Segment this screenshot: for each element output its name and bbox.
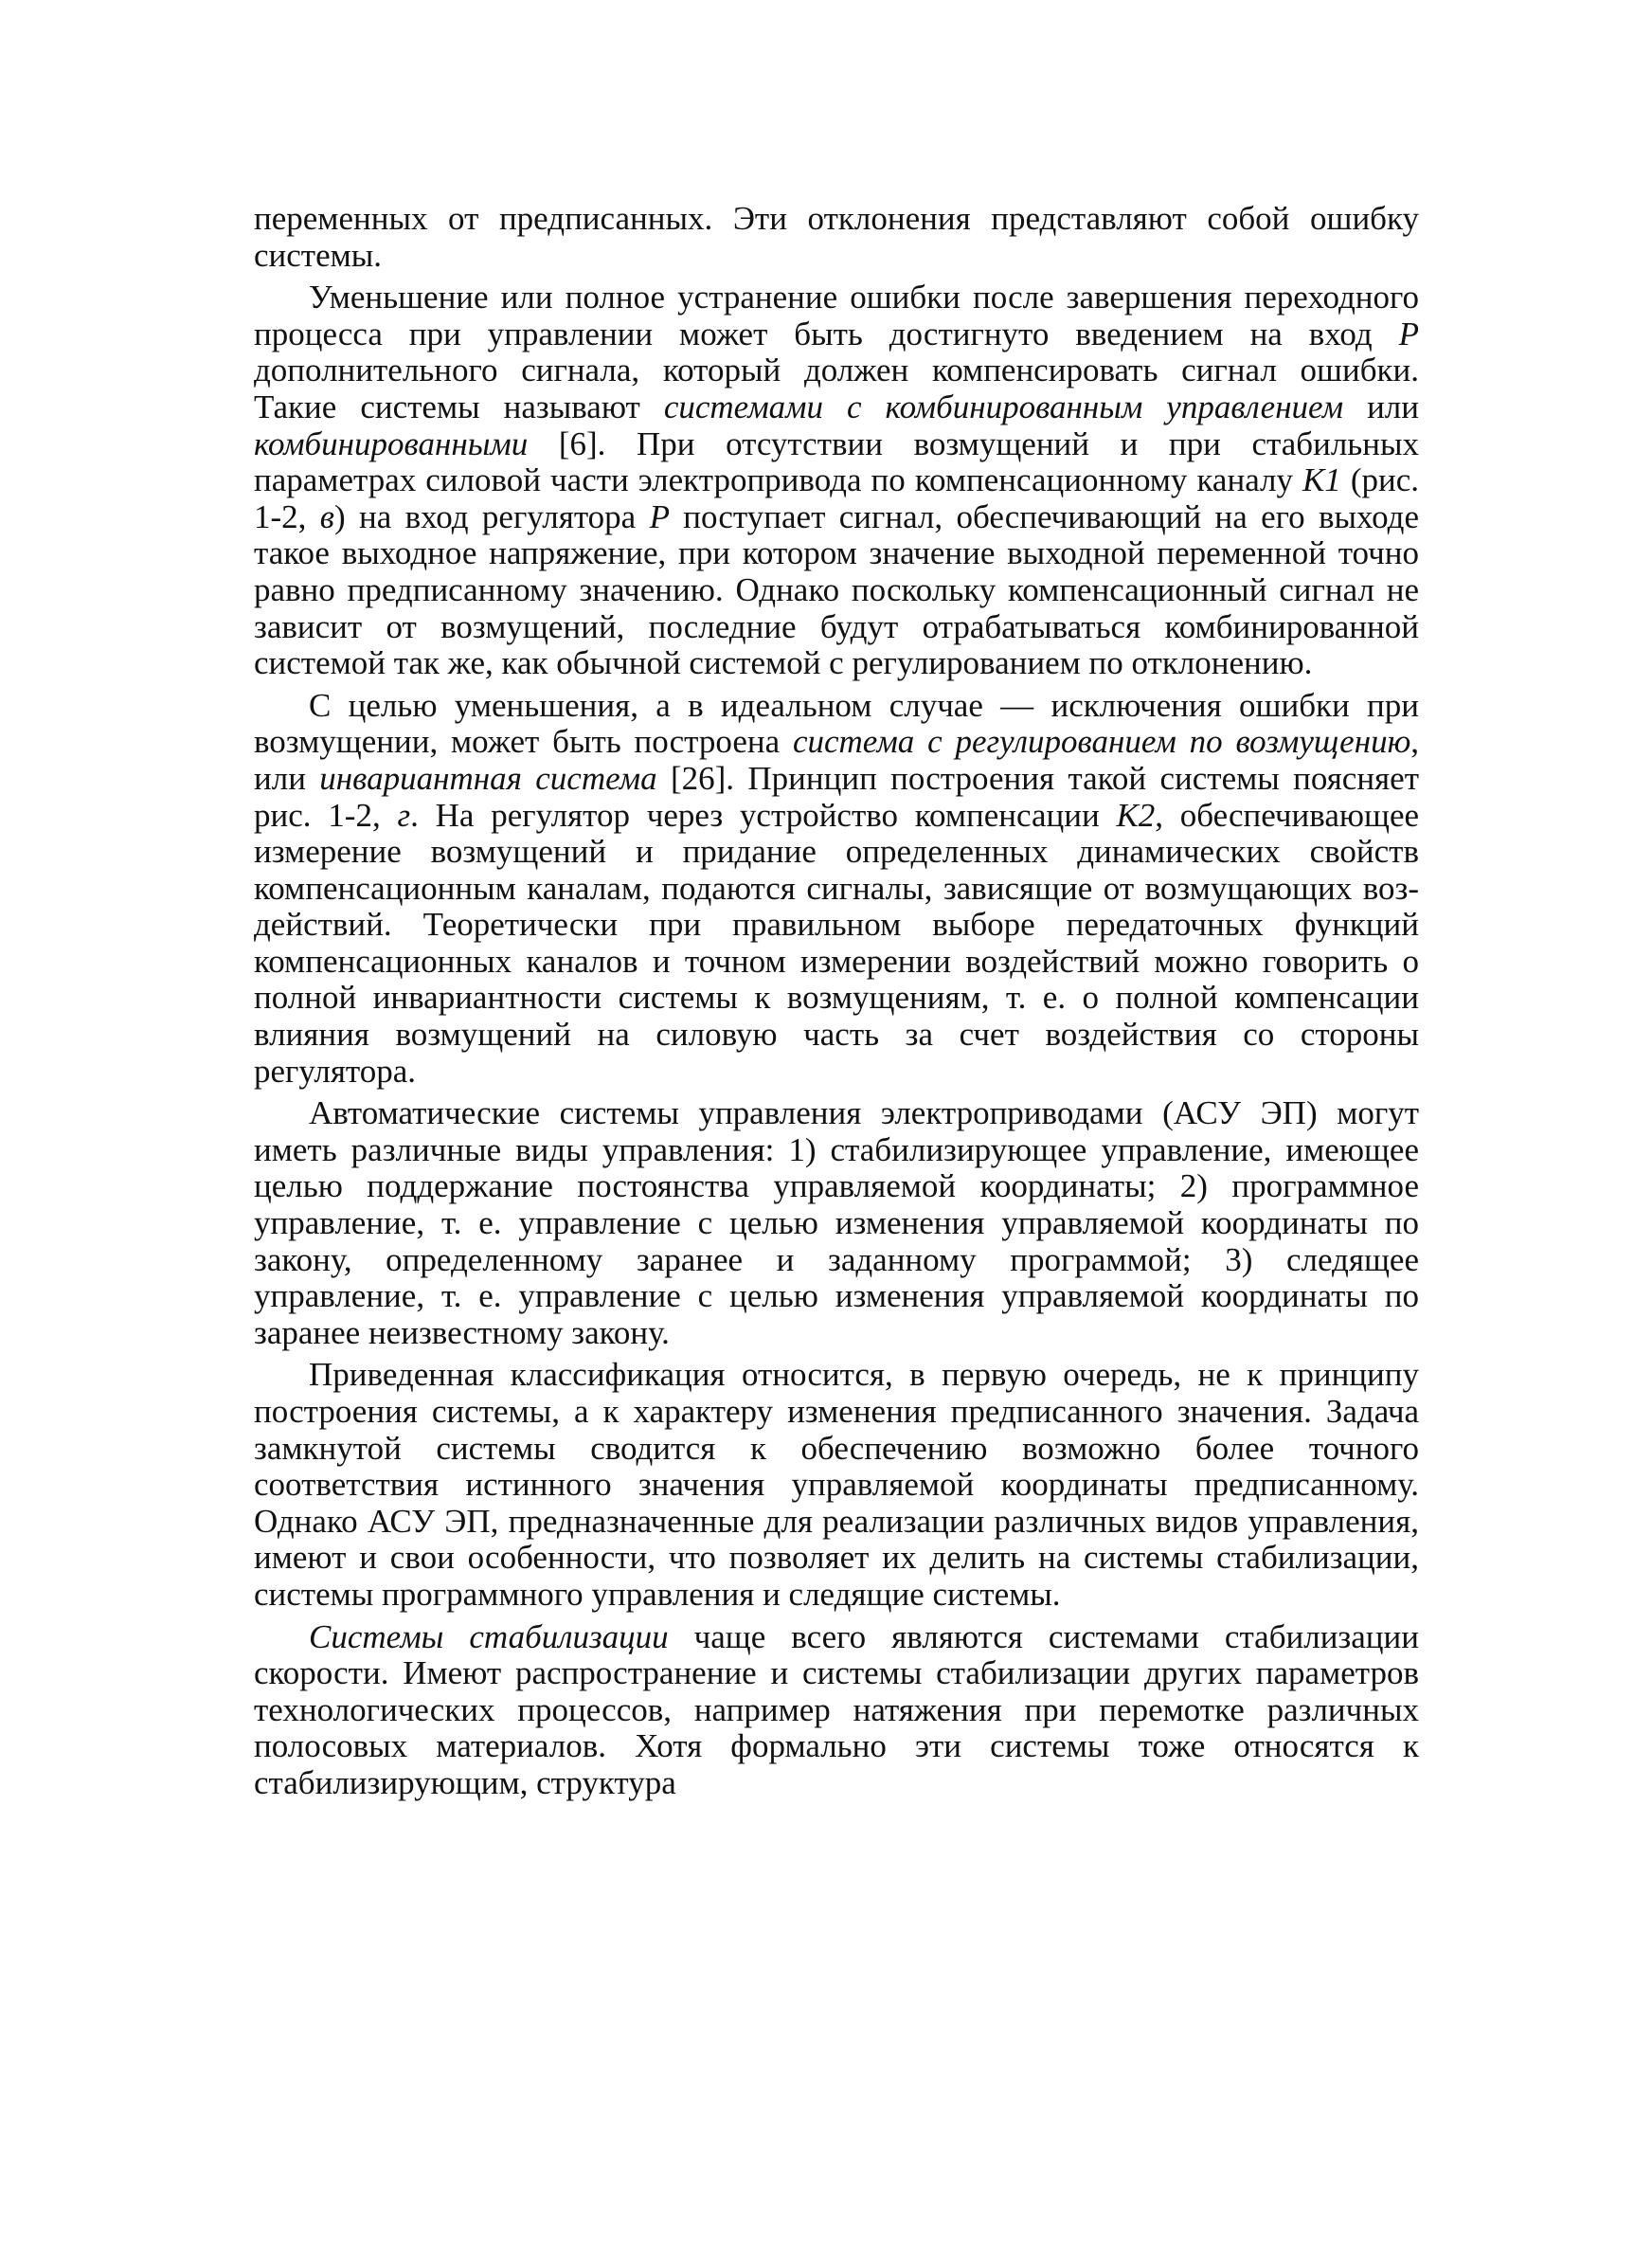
- text-run: , или: [254, 723, 1419, 797]
- text-run: , обеспечивающее измерение возмущений и придание определенных динамических свойств компенсационным каналам, подаются сигналы, зависящие от возмущающих воздействий. Теоретически при правильном выборе передаточных функций компенсационных каналов и точном измерении воздействий можно говорить о полной инвариантности системы к возмущениям, т. е. о полной компенсации влияния возмущений на силовую часть за счет воздействия со стороны регулятора.: [254, 796, 1420, 1090]
- page-text-body: [254, 201, 1419, 1802]
- italic-run: в: [319, 497, 334, 535]
- text-run: или: [1343, 388, 1419, 425]
- text-run: . На регулятор через устройство компенсации: [410, 796, 1117, 834]
- text-run: Уменьшение или полное устранение ошибки после завершения переходного процесса при управлении может быть достигнуто введением на вход: [254, 279, 1419, 352]
- italic-run: К2: [1116, 796, 1156, 834]
- text-run: поступает сигнал, обеспечивающий на его выходе такое выходное напряжение, при котором значение выходной переменной точно равно предписанному значению. Однако поскольку компенсационный сигнал не зависит от возмущений, последние будут отрабатываться комбинированной системой так же, как обычной системой с регулированием по отклонению.: [254, 497, 1420, 682]
- text-run: Приведенная классификация относится, в первую очередь, не к принципу построения системы, а к характеру изменения предписанного значения. Задача замкнутой системы сводится к обеспечению возможно более точного соответствия истинного значения управляемой координаты предписанному. Однако АСУ ЭП, предназначенные для реализации различных видов управления, имеют и свои особенности, что позволяет их делить на системы стабилизации, системы программного управления и следящие системы.: [254, 1356, 1419, 1613]
- text-run: С целью уменьшения, а в идеальном случае — исключения ошибки при возмущении, может быть построена: [254, 686, 1419, 761]
- italic-run: инвариантная система: [319, 759, 657, 797]
- paragraph-3: [254, 688, 1419, 1091]
- text-run: [26]. Принцип построения такой системы поясняет рис. 1-2,: [254, 759, 1419, 834]
- paragraph-6: [254, 1619, 1419, 1802]
- italic-run: К1: [1302, 461, 1341, 499]
- text-run: переменных от предписанных. Эти отклонения представляют собой ошибку системы.: [254, 200, 1419, 274]
- italic-run: Системы стабилизации: [309, 1617, 669, 1655]
- italic-run: системами с комбинированным управлением: [663, 388, 1344, 425]
- paragraph-5: [254, 1357, 1419, 1613]
- text-run: [6]. При отсутствии возмущений и при стабильных параметрах силовой части электропривода по компенсационному каналу: [254, 424, 1419, 499]
- paragraph-4: [254, 1095, 1419, 1351]
- italic-run: Р: [1398, 315, 1419, 352]
- text-run: дополнительного сигнала, который должен компенсировать сигнал ошибки. Такие системы называют: [254, 352, 1419, 425]
- text-run: ) на вход регулятора: [333, 497, 650, 535]
- text-run: чаще всего являются системами стабилизации скорости. Имеют распространение и системы стабилизации других параметров технологических процессов, например натяжения при перемотке различных полосовых материалов. Хотя формально эти системы тоже относятся к стабилизирующим, структура: [254, 1617, 1419, 1801]
- italic-run: система с регулированием по возмущению: [792, 723, 1411, 761]
- text-run: Автоматические системы управления электроприводами (АСУ ЭП) могут иметь различные виды управления: 1) стабилизирующее управление, имеющее целью поддержание постоянства управляемой координаты; 2) программное управление, т. е. управление с целью изменения управляемой координаты по закону, определенному заранее и заданному программой; 3) следящее управление, т. е. управление с целью изменения управляемой координаты по заранее неизвестному закону.: [254, 1094, 1419, 1351]
- italic-run: г: [397, 796, 411, 834]
- paragraph-1: [254, 201, 1419, 274]
- paragraph-2: [254, 280, 1419, 682]
- italic-run: Р: [649, 497, 670, 535]
- italic-run: комбинированными: [254, 424, 529, 462]
- text-run: (рис. 1-2,: [254, 461, 1420, 535]
